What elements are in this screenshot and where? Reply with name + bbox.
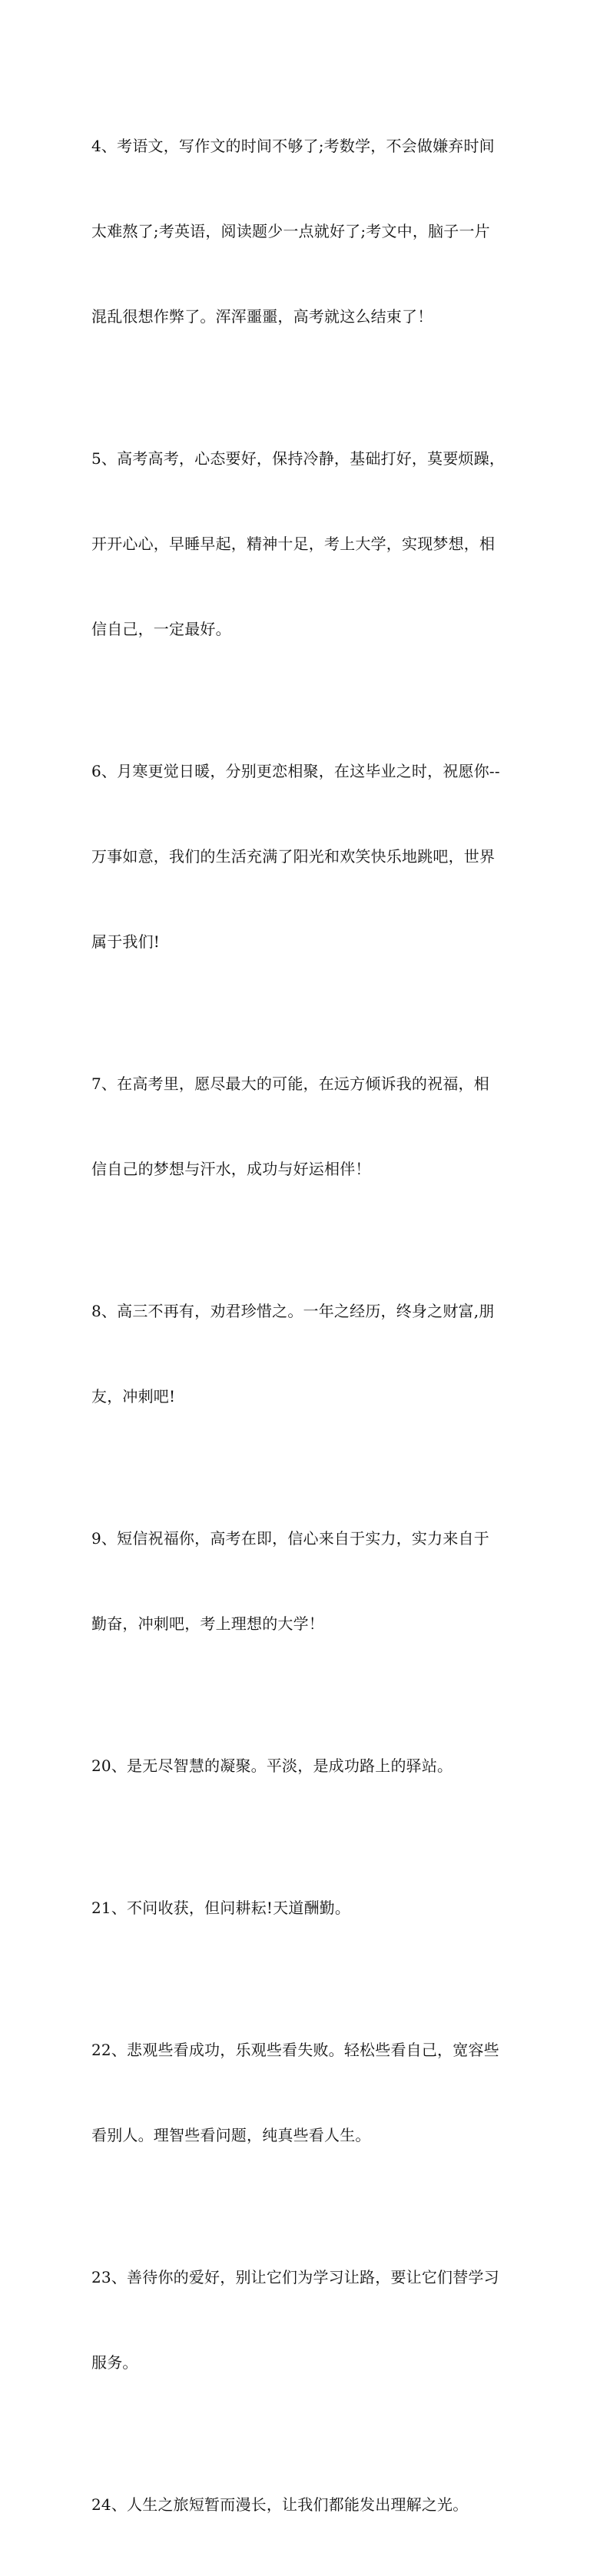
- text-line: 21、不问收获，但问耕耘!天道酬勤。: [91, 1899, 351, 1917]
- text-line: 7、在高考里，愿尽最大的可能，在远方倾诉我的祝福，相: [91, 1074, 489, 1093]
- text-line: 信自己的梦想与汗水，成功与好运相伴！: [91, 1160, 371, 1178]
- text-line: 友，冲刺吧!: [91, 1387, 176, 1406]
- text-line: 6、月寒更觉日暖，分别更恋相聚，在这毕业之时，祝愿你--: [91, 762, 500, 780]
- text-line: 5、高考高考，心态要好，保持冷静，基础打好，莫要烦躁，: [91, 449, 506, 468]
- paragraph-7: [91, 1013, 529, 1240]
- paragraph-24: [91, 2434, 529, 2576]
- text-line: 混乱很想作弊了。浑浑噩噩，高考就这么结束了！: [91, 307, 433, 326]
- paragraph-21: [91, 1837, 529, 1979]
- paragraph-5: [91, 388, 529, 700]
- paragraph-22: [91, 1979, 529, 2207]
- paragraph-6: [91, 700, 529, 1013]
- text-line: 信自己，一定最好。: [91, 620, 231, 638]
- text-line: 24、人生之旅短暂而漫长，让我们都能发出理解之光。: [91, 2495, 469, 2514]
- text-line: 勤奋，冲刺吧，考上理想的大学！: [91, 1614, 324, 1633]
- text-line: 23、善待你的爱好，别让它们为学习让路，要让它们替学习: [91, 2268, 499, 2286]
- text-line: 服务。: [91, 2353, 138, 2372]
- text-line: 万事如意，我们的生活充满了阳光和欢笑快乐地跳吧，世界: [91, 847, 496, 866]
- paragraph-8: [91, 1240, 529, 1468]
- text-line: 9、短信祝福你，高考在即，信心来自于实力，实力来自于: [91, 1529, 489, 1548]
- paragraph-23: [91, 2207, 529, 2434]
- paragraph-9: [91, 1468, 529, 1695]
- text-line: 20、是无尽智慧的凝聚。平淡，是成功路上的驿站。: [91, 1757, 453, 1775]
- text-line: 开开心心，早睡早起，精神十足，考上大学，实现梦想，相: [91, 535, 496, 553]
- document-body: [91, 75, 529, 2576]
- text-line: 22、悲观些看成功，乐观些看失败。轻松些看自己，宽容些: [91, 2041, 499, 2059]
- text-line: 看别人。理智些看问题，纯真些看人生。: [91, 2126, 371, 2144]
- text-line: 属于我们!: [91, 932, 161, 951]
- text-line: 8、高三不再有，劝君珍惜之。一年之经历，终身之财富,朋: [91, 1302, 495, 1320]
- text-line: 太难熬了;考英语，阅读题少一点就好了;考文中，脑子一片: [91, 222, 490, 240]
- text-line: 4、考语文，写作文的时间不够了;考数学，不会做嫌弃时间: [91, 137, 495, 155]
- paragraph-4: [91, 75, 529, 388]
- paragraph-20: [91, 1695, 529, 1837]
